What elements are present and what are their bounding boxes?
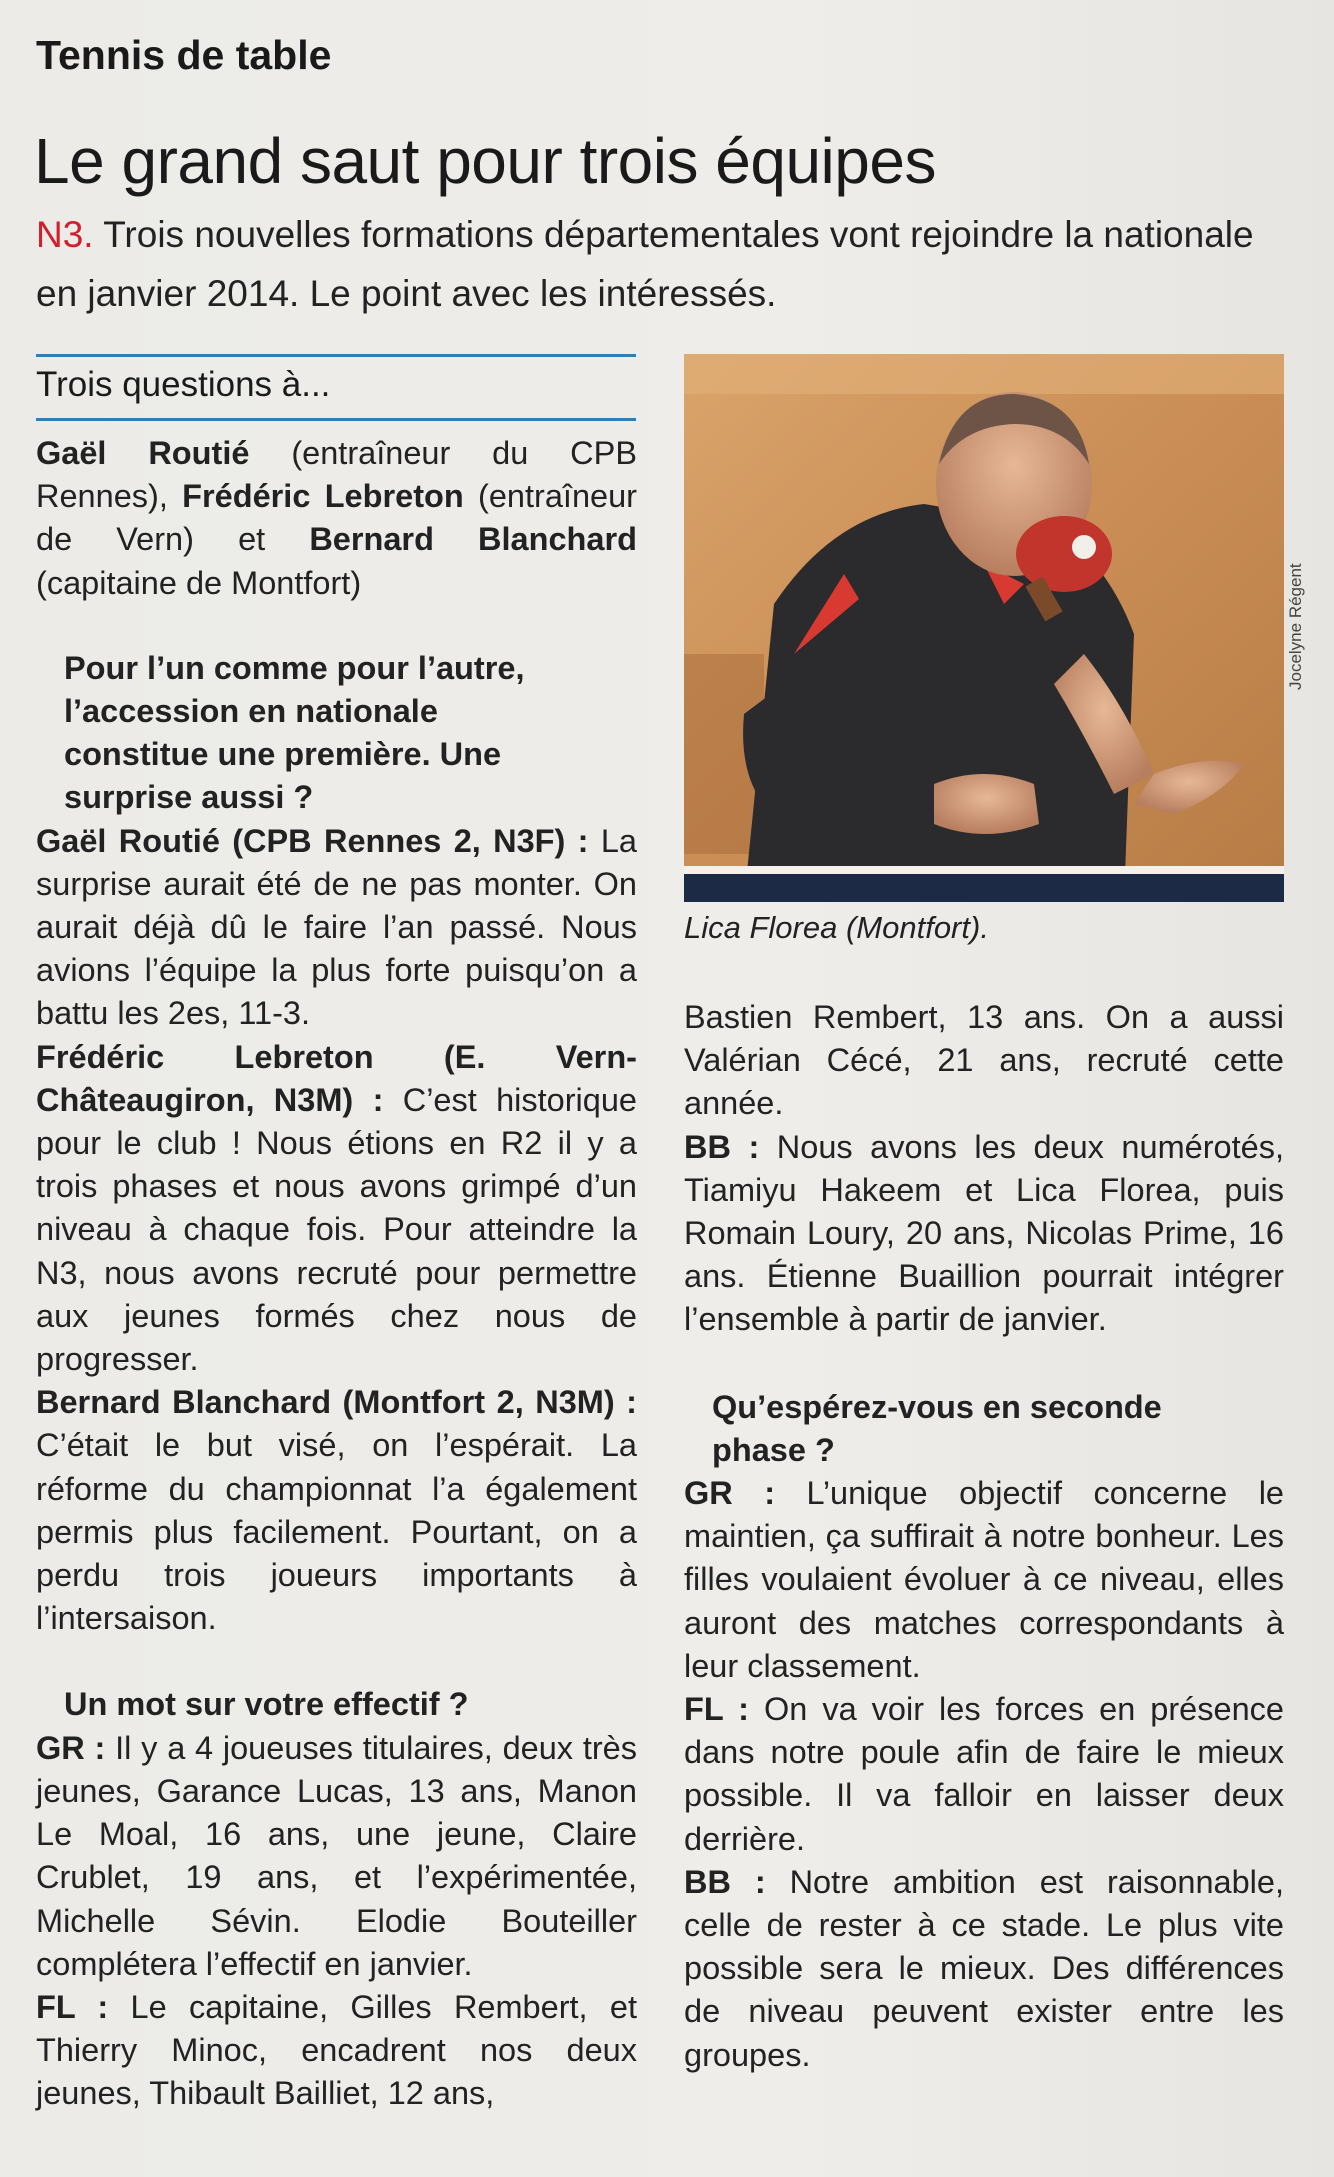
interviewee-name: Gaël Routié bbox=[36, 435, 250, 471]
question-1: Pour l’un comme pour l’autre, l’accession en nationale constitue une première. Une surprise aussi ? bbox=[64, 649, 525, 816]
article-headline: Le grand saut pour trois équipes bbox=[34, 125, 936, 197]
player-photo bbox=[684, 354, 1284, 902]
box-bottom-rule bbox=[36, 418, 636, 421]
answer-text: Il y a 4 joueuses titulaires, deux très jeunes, Garance Lucas, 13 ans, Manon Le Moal, 16 ans, une jeune, Claire Crublet, 19 ans, et l’expérimentée, Michelle Sévin. Elodie Bouteiller complétera l’effectif en janvier. bbox=[36, 1729, 638, 1982]
answer-text: Nous avons les deux numérotés, Tiamiyu Hakeem et Lica Florea, puis Romain Loury, 20 ans, Nicolas Prime, 16 ans. Étienne Buaillion pourrait intégrer l’ensemble à partir de janvier. bbox=[684, 1128, 1285, 1338]
speaker: BB : bbox=[684, 1863, 766, 1900]
interviewee-role: (entraîneur du CPB Rennes), bbox=[36, 435, 638, 515]
answer-1-2 bbox=[36, 1036, 637, 1382]
left-column bbox=[36, 432, 637, 2116]
interviewees-intro bbox=[36, 432, 637, 605]
article-lede bbox=[36, 205, 1276, 323]
speaker: GR : bbox=[36, 1729, 106, 1766]
box-title: Trois questions à... bbox=[36, 365, 331, 404]
answer-text: C’est historique pour le club ! Nous étions en R2 il y a trois phases et nous avons grimpé d’un niveau à chaque fois. Pour atteindre la N3, nous avons recruté pour permettre aux jeunes formés chez nous de progresser. bbox=[36, 1081, 638, 1378]
answer-2-2-continued: Bastien Rembert, 13 ans. On a aussi Valérian Cécé, 21 ans, recruté cette année. bbox=[684, 999, 1284, 1122]
answer-text: C’était le but visé, on l’espérait. La réforme du championnat l’a également permis plus facilement. Pourtant, on a perdu trois joueurs importants à l’intersaison. bbox=[36, 1427, 637, 1637]
box-top-rule bbox=[36, 354, 636, 357]
answer-2-2 bbox=[36, 1986, 637, 2116]
right-column bbox=[684, 996, 1284, 2077]
photo-caption: Lica Florea (Montfort). bbox=[684, 910, 989, 945]
photo-credit: Jocelyne Régent bbox=[1286, 563, 1305, 690]
answer-text: Notre ambition est raisonnable, celle de rester à ce stade. Le plus vite possible sera le mieux. Des différences de niveau peuvent exister entre les groupes. bbox=[684, 1863, 1285, 2073]
question-2: Un mot sur votre effectif ? bbox=[64, 1686, 469, 1723]
speaker: FL : bbox=[684, 1691, 749, 1728]
answer-3-2 bbox=[684, 1688, 1284, 1861]
question-3: Qu’espérez-vous en seconde phase ? bbox=[712, 1388, 1162, 1468]
answer-2-3 bbox=[684, 1126, 1284, 1342]
speaker: Bernard Blanchard (Montfort 2, N3M) : bbox=[36, 1384, 637, 1421]
speaker: BB : bbox=[684, 1128, 760, 1165]
interviewee-name: Bernard Blanchard bbox=[309, 521, 637, 558]
interviewee-name: Frédéric Lebreton bbox=[182, 478, 464, 515]
answer-1-3 bbox=[36, 1381, 637, 1640]
answer-3-1 bbox=[684, 1472, 1284, 1688]
answer-text: On va voir les forces en présence dans notre poule afin de faire le mieux possible. Il va falloir en laisser deux derrière. bbox=[684, 1691, 1284, 1857]
answer-2-1 bbox=[36, 1727, 637, 1986]
speaker: Frédéric Lebreton (E. Vern-Châteaugiron, N3M) : bbox=[36, 1038, 637, 1118]
answer-3-3 bbox=[684, 1861, 1284, 2077]
answer-1-1 bbox=[36, 820, 637, 1036]
speaker: FL : bbox=[36, 1988, 109, 2025]
answer-text: La surprise aurait été de ne pas monter. On aurait déjà dû le faire l’an passé. Nous avions l’équipe la plus forte puisqu’on a battu les 2es, 11-3. bbox=[36, 822, 637, 1032]
speaker: Gaël Routié (CPB Rennes 2, N3F) : bbox=[36, 822, 589, 859]
lede-tag: N3. bbox=[36, 214, 94, 255]
player-photo-image bbox=[684, 354, 1284, 902]
lede-text: Trois nouvelles formations départementales vont rejoindre la nationale en janvier 2014. Le point avec les intéressés. bbox=[36, 214, 1254, 314]
section-title: Tennis de table bbox=[36, 32, 332, 78]
interviewee-role: (capitaine de Montfort) bbox=[36, 564, 362, 601]
answer-text: L’unique objectif concerne le maintien, ça suffirait à notre bonheur. Les filles voulaient évoluer à ce niveau, elles auront des matches correspondants à leur classement. bbox=[684, 1475, 1285, 1684]
interviewee-role: (entraîneur de Vern) et bbox=[36, 478, 637, 558]
answer-text: Le capitaine, Gilles Rembert, et Thierry Minoc, encadrent nos deux jeunes, Thibault Bailliet, 12 ans, bbox=[36, 1988, 637, 2112]
speaker: GR : bbox=[684, 1475, 776, 1512]
